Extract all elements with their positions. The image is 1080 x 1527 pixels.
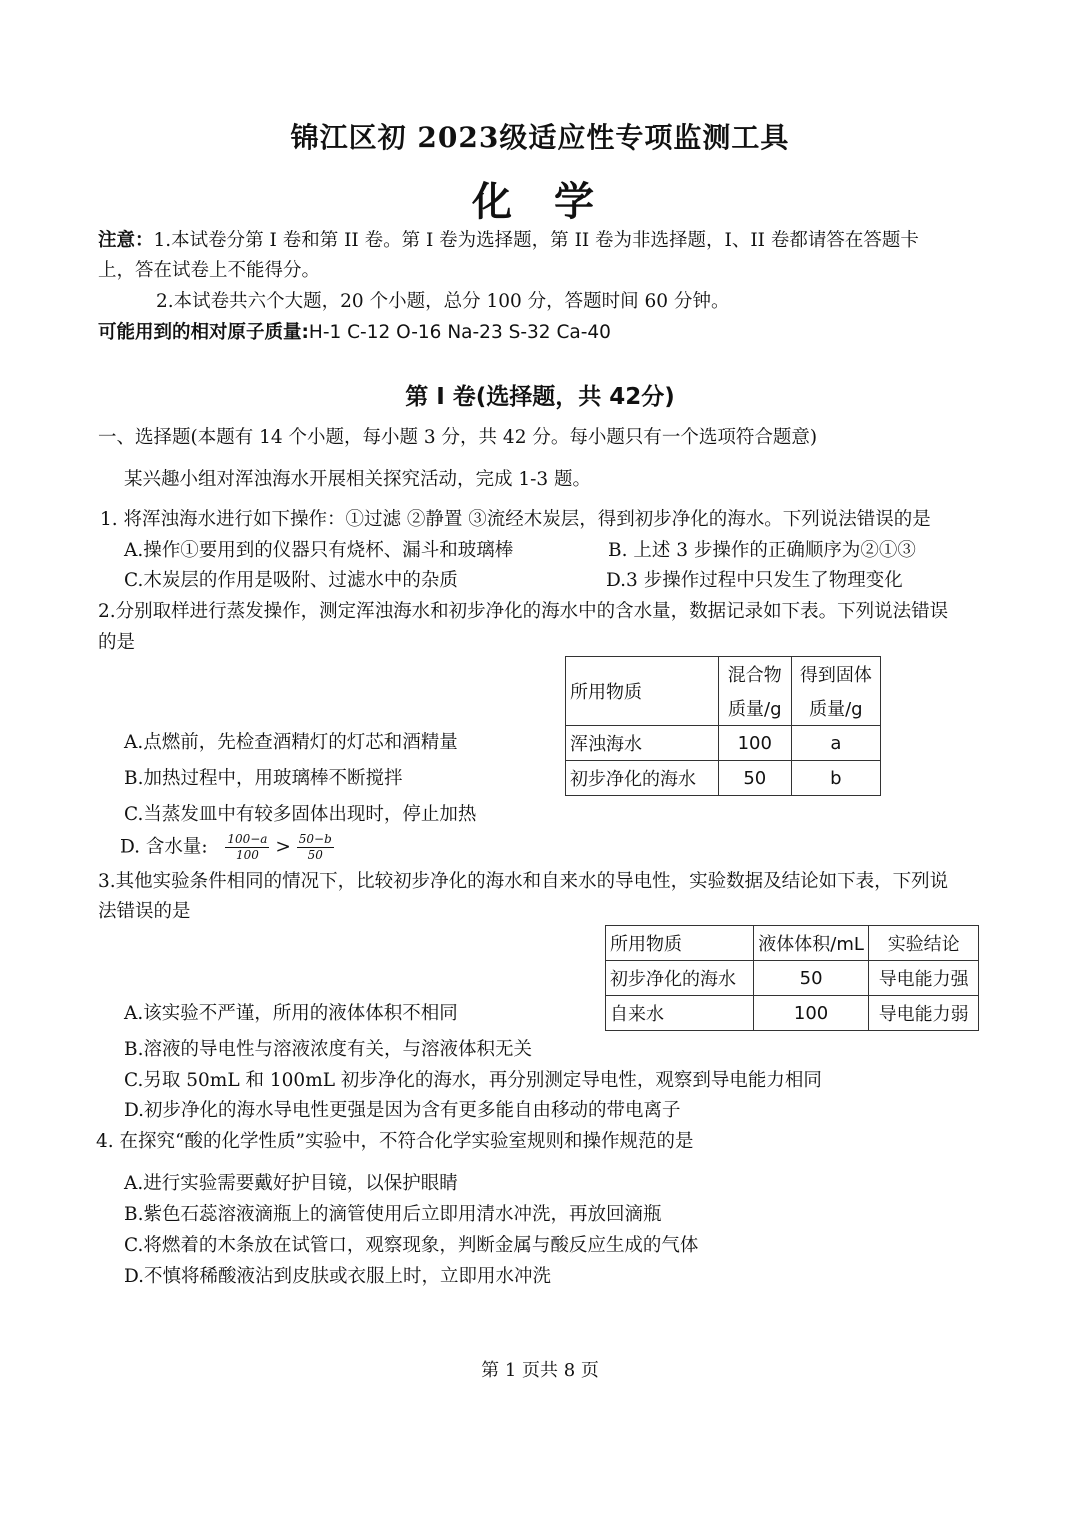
notice-line-2: 2.本试卷共六个大题，20 个小题，总分 100 分，答题时间 60 分钟。 bbox=[156, 291, 730, 312]
atomic-mass-values: H-1 C-12 O-16 Na-23 S-32 Ca-40 bbox=[308, 322, 611, 343]
table-cell: 自来水 bbox=[606, 996, 754, 1031]
q3-option-a: A.该实验不严谨，所用的液体体积不相同 bbox=[124, 1003, 458, 1024]
q4-option-d: D.不慎将稀酸液沾到皮肤或衣服上时，立即用水冲洗 bbox=[124, 1266, 552, 1287]
q3-stem-2: 法错误的是 bbox=[98, 901, 191, 922]
q2-table bbox=[565, 656, 881, 796]
table-row bbox=[606, 926, 979, 961]
q3-option-d: D.初步净化的海水导电性更强是因为含有更多能自由移动的带电离子 bbox=[124, 1100, 681, 1121]
table-row bbox=[606, 996, 979, 1031]
q4-option-c: C.将燃着的木条放在试管口，观察现象，判断金属与酸反应生成的气体 bbox=[124, 1235, 699, 1256]
q3-header-substance: 所用物质 bbox=[606, 926, 754, 961]
q1-option-a: A.操作①要用到的仪器只有烧杯、漏斗和玻璃棒 bbox=[124, 540, 514, 561]
q3-header-volume: 液体体积/mL bbox=[753, 926, 869, 961]
q2-fraction-1-denominator: 100 bbox=[235, 848, 259, 862]
q2-stem-1: 2.分别取样进行蒸发操作，测定浑浊海水和初步净化的海水中的含水量，数据记录如下表。下列说法错误 bbox=[98, 601, 949, 622]
exam-title: 锦江区初 2023级适应性专项监测工具 bbox=[290, 121, 790, 154]
q4-option-a: A.进行实验需要戴好护目镜，以保护眼睛 bbox=[124, 1173, 458, 1194]
q3-stem-1: 3.其他实验条件相同的情况下，比较初步净化的海水和自来水的导电性，实验数据及结论如下表，下列说 bbox=[98, 871, 949, 892]
q3-option-c: C.另取 50mL 和 100mL 初步净化的海水，再分别测定导电性，观察到导电能力相同 bbox=[124, 1070, 822, 1091]
q4-option-b: B.紫色石蕊溶液滴瓶上的滴管使用后立即用清水冲洗，再放回滴瓶 bbox=[124, 1204, 662, 1225]
table-cell: b bbox=[791, 761, 880, 796]
q2-fraction-2-numerator: 50−b bbox=[298, 832, 332, 846]
q2-fraction-1-numerator: 100−a bbox=[227, 832, 268, 846]
page-footer: 第 1 页共 8 页 bbox=[481, 1360, 599, 1381]
q2-stem-2: 的是 bbox=[98, 632, 136, 653]
q2-header-solid-mass-2: 质量/g bbox=[791, 691, 880, 726]
q4-stem bbox=[96, 1127, 693, 1157]
table-cell: 50 bbox=[753, 961, 869, 996]
q2-option-d-label: D. 含水量: bbox=[120, 836, 208, 858]
q1-text: 将浑浊海水进行如下操作：①过滤 ②静置 ③流经木炭层，得到初步净化的海水。下列说法错误的是 bbox=[123, 509, 931, 530]
table-cell: 100 bbox=[753, 996, 869, 1031]
q1-option-b: B. 上述 3 步操作的正确顺序为②①③ bbox=[608, 540, 916, 561]
subject-title: 化 学 bbox=[472, 178, 608, 225]
q2-header-solid-mass-1: 得到固体 bbox=[791, 657, 880, 692]
atomic-mass-label: 可能用到的相对原子质量: bbox=[98, 322, 309, 343]
table-cell: a bbox=[791, 726, 880, 761]
q1-stem bbox=[100, 505, 931, 535]
q1-option-c: C.木炭层的作用是吸附、过滤水中的杂质 bbox=[124, 570, 458, 591]
table-row bbox=[606, 961, 979, 996]
q3-option-b: B.溶液的导电性与溶液浓度有关，与溶液体积无关 bbox=[124, 1039, 532, 1060]
table-row bbox=[566, 726, 881, 761]
q2-fraction-1 bbox=[225, 832, 269, 863]
section-title: 第 Ⅰ 卷(选择题，共 42分) bbox=[405, 384, 675, 410]
notice-text-1: 1.本试卷分第 I 卷和第 II 卷。第 I 卷为选择题，第 II 卷为非选择题，I、II 卷都请答在答题卡 bbox=[153, 230, 919, 251]
q2-header-substance: 所用物质 bbox=[566, 657, 719, 726]
q2-fraction-2-denominator: 50 bbox=[307, 848, 323, 862]
table-row bbox=[566, 761, 881, 796]
q2-greater-than: > bbox=[275, 836, 291, 858]
section-instruction: 一、选择题(本题有 14 个小题，每小题 3 分，共 42 分。每小题只有一个选项符合题意) bbox=[98, 427, 818, 448]
atomic-mass-line bbox=[98, 318, 611, 348]
q2-option-c: C.当蒸发皿中有较多固体出现时，停止加热 bbox=[124, 804, 477, 825]
notice-label: 注意： bbox=[98, 230, 154, 251]
table-cell: 100 bbox=[718, 726, 791, 761]
q4-number: 4. bbox=[96, 1131, 114, 1152]
q2-option-b: B.加热过程中，用玻璃棒不断搅拌 bbox=[124, 768, 403, 789]
table-cell: 初步净化的海水 bbox=[606, 961, 754, 996]
q2-option-d bbox=[120, 832, 334, 863]
q2-header-mixture-mass-2: 质量/g bbox=[718, 691, 791, 726]
table-cell: 初步净化的海水 bbox=[566, 761, 719, 796]
q1-number: 1. bbox=[100, 509, 118, 530]
group-intro: 某兴趣小组对浑浊海水开展相关探究活动，完成 1-3 题。 bbox=[124, 469, 592, 490]
table-cell: 浑浊海水 bbox=[566, 726, 719, 761]
q3-header-conclusion: 实验结论 bbox=[869, 926, 979, 961]
table-row bbox=[566, 657, 881, 692]
q4-text: 在探究“酸的化学性质”实验中，不符合化学实验室规则和操作规范的是 bbox=[119, 1131, 694, 1152]
table-cell: 导电能力强 bbox=[869, 961, 979, 996]
q1-option-d: D.3 步操作过程中只发生了物理变化 bbox=[606, 570, 903, 591]
notice-line-1b: 上，答在试卷上不能得分。 bbox=[98, 260, 321, 281]
notice-line-1 bbox=[98, 226, 919, 256]
q2-fraction-2 bbox=[297, 832, 334, 863]
q2-option-a: A.点燃前，先检查酒精灯的灯芯和酒精量 bbox=[124, 732, 458, 753]
q3-table bbox=[605, 925, 979, 1031]
table-cell: 50 bbox=[718, 761, 791, 796]
q2-header-mixture-mass-1: 混合物 bbox=[718, 657, 791, 692]
table-cell: 导电能力弱 bbox=[869, 996, 979, 1031]
